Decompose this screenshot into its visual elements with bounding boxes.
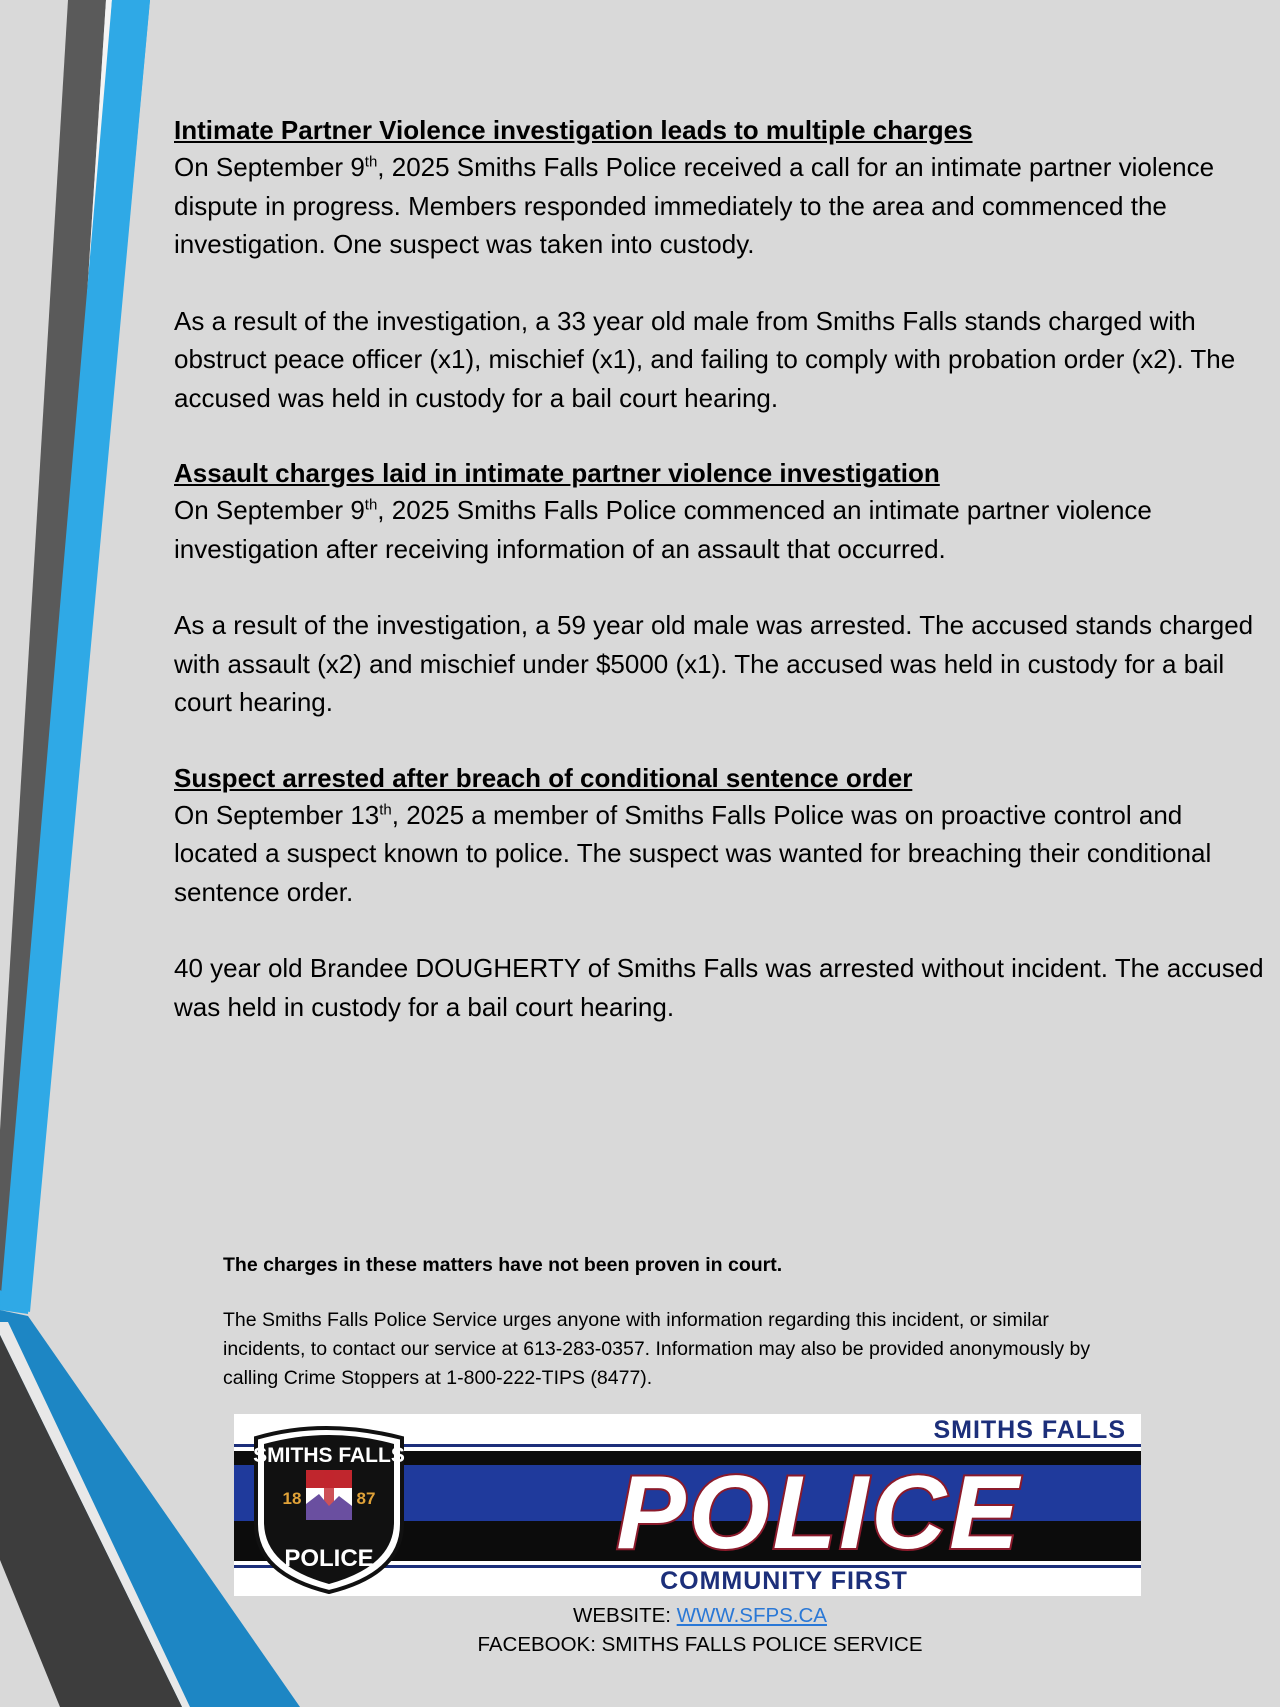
article-paragraph: 40 year old Brandee DOUGHERTY of Smiths Falls was arrested without incident. The accused was held in custody for a bail court hearing. bbox=[174, 953, 1264, 1022]
article-paragraph: On September 9th, 2025 Smiths Falls Police received a call for an intimate partner violence dispute in progress. Members responded immediately to the area and commenced the investigation. One suspect was taken into custody. bbox=[174, 152, 1215, 259]
article-paragraph: As a result of the investigation, a 33 year old male from Smiths Falls stands charged with obstruct peace officer (x1), mischief (x1), and failing to comply with probation order (x2). The accused was held in custody for a bail court hearing. bbox=[174, 305, 1236, 413]
badge-bottom-text: POLICE bbox=[284, 1545, 374, 1572]
banner-police-text: POLICE bbox=[616, 1455, 1022, 1571]
badge-year-right: 87 bbox=[356, 1489, 376, 1508]
website-link[interactable]: WWW.SFPS.CA bbox=[676, 1604, 827, 1627]
article-heading: Intimate Partner Violence investigation leads to multiple charges bbox=[174, 115, 973, 145]
article-paragraph: On September 9th, 2025 Smiths Falls Police commenced an intimate partner violence investigation after receiving information of an assault that occurred. bbox=[174, 495, 1152, 564]
disclaimer-text: The Smiths Falls Police Service urges anyone with information regarding this incident, or similar incidents, to contact our service at 613-283-0357. Information may also be provided anonymously by calling Crime Stoppers at 1-800-222-TIPS (8477). bbox=[223, 1309, 1091, 1389]
badge-year-left: 18 bbox=[282, 1489, 302, 1508]
police-badge bbox=[253, 1428, 405, 1592]
footer-facebook: FACEBOOK: SMITHS FALLS POLICE SERVICE bbox=[477, 1633, 923, 1656]
article-heading: Suspect arrested after breach of conditional sentence order bbox=[174, 762, 913, 793]
article-3 bbox=[174, 760, 1264, 1027]
article-1 bbox=[174, 112, 1264, 417]
article-heading: Assault charges laid in intimate partner violence investigation bbox=[174, 458, 940, 488]
police-banner bbox=[234, 1414, 1141, 1596]
website-label: WEBSITE: bbox=[573, 1604, 677, 1627]
article-paragraph: On September 13th, 2025 a member of Smiths Falls Police was on proactive control and located a suspect known to police. The suspect was wanted for breaching their conditional sentence order. bbox=[174, 799, 1212, 907]
disclaimer-bold: The charges in these matters have not been proven in court. bbox=[223, 1254, 783, 1276]
article-paragraph: As a result of the investigation, a 59 year old male was arrested. The accused stands charged with assault (x2) and mischief under $5000 (x1). The accused was held in custody for a bail court hearing. bbox=[174, 610, 1254, 717]
banner-top-text: SMITHS FALLS bbox=[933, 1416, 1126, 1444]
press-release-body bbox=[174, 112, 1264, 1064]
footer-website bbox=[0, 1604, 1280, 1628]
gray-stripe bbox=[0, 0, 106, 1310]
article-2 bbox=[174, 455, 1264, 722]
banner-bottom-text: COMMUNITY FIRST bbox=[660, 1567, 908, 1595]
disclaimer bbox=[223, 1252, 1103, 1393]
badge-top-text: SMITHS FALLS bbox=[253, 1444, 405, 1467]
